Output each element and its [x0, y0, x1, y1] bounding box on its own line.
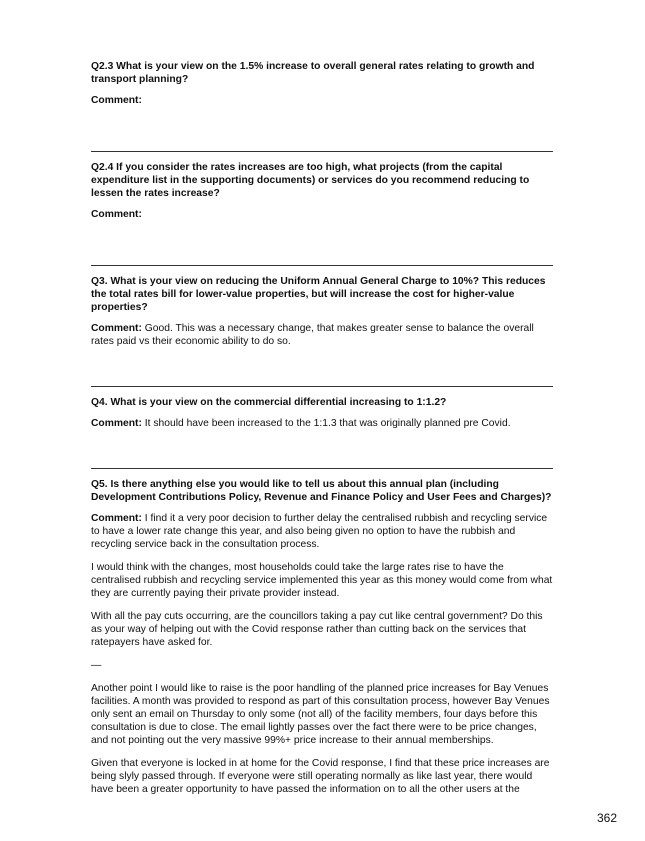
comment-text: Good. This was a necessary change, that makes greater sense to balance the overall rates paid vs their economic ability to do so.	[91, 323, 534, 347]
comment-q3	[91, 322, 553, 348]
question-q2-4: Q2.4 If you consider the rates increases are too high, what projects (from the capital expenditure list in the supporting documents) or services do you recommend reducing to lessen the rates increase?	[91, 162, 530, 199]
comment-q4	[91, 417, 553, 430]
comment-label: Comment:	[91, 513, 142, 524]
comment-label: Comment:	[91, 209, 142, 220]
question-q3: Q3. What is your view on reducing the Uniform Annual General Charge to 10%? This reduces the total rates bill for lower-value properties, but will increase the cost for higher-value properties?	[91, 276, 546, 313]
comment-label: Comment:	[91, 323, 142, 334]
dash-separator: —	[91, 660, 102, 671]
question-q2-3: Q2.3 What is your view on the 1.5% increase to overall general rates relating to growth and transport planning?	[91, 61, 535, 85]
comment-q5	[91, 512, 553, 551]
paragraph: With all the pay cuts occurring, are the councillors taking a pay cut like central government? Do this as your way of helping out with the Covid response rather than cutting back on the services that ratepayers have asked for.	[91, 611, 543, 648]
comment-q2-3	[91, 94, 553, 107]
comment-label: Comment:	[91, 95, 142, 106]
question-q5: Q5. Is there anything else you would like to tell us about this annual plan (including Development Contributions Policy, Revenue and Finance Policy and User Fees and Charges)?	[91, 479, 552, 503]
paragraph: I would think with the changes, most households could take the large rates rise to have the centralised rubbish and recycling service implemented this year as this money would come from what they are currently paying their private provider instead.	[91, 562, 553, 599]
document-page	[91, 60, 553, 796]
paragraph: Given that everyone is locked in at home for the Covid response, I find that these price increases are being slyly passed through. If everyone were still operating normally as like last year, there would have been a greater opportunity to have passed the information on to all the other users at the	[91, 758, 550, 795]
comment-text: I find it a very poor decision to further delay the centralised rubbish and recycling service to have a lower rate change this year, and also being given no option to have the rubbish and recycling service back in the consultation process.	[91, 513, 548, 550]
question-q4: Q4. What is your view on the commercial differential increasing to 1:1.2?	[91, 397, 447, 408]
page-number: 362	[596, 811, 617, 825]
paragraph: Another point I would like to raise is the poor handling of the planned price increases for Bay Venues facilities. A month was provided to respond as part of this consultation process, however Bay Venues only sent an email on Thursday to only some (not all) of the facility members, four days before this consultation is due to close. The email lightly passes over the fact there were to be price changes, and not pointing out the very massive 99%+ price increase to their annual memberships.	[91, 683, 550, 746]
comment-text: It should have been increased to the 1:1.3 that was originally planned pre Covid.	[141, 418, 511, 429]
comment-label: Comment:	[91, 418, 142, 429]
comment-q2-4	[91, 208, 553, 221]
